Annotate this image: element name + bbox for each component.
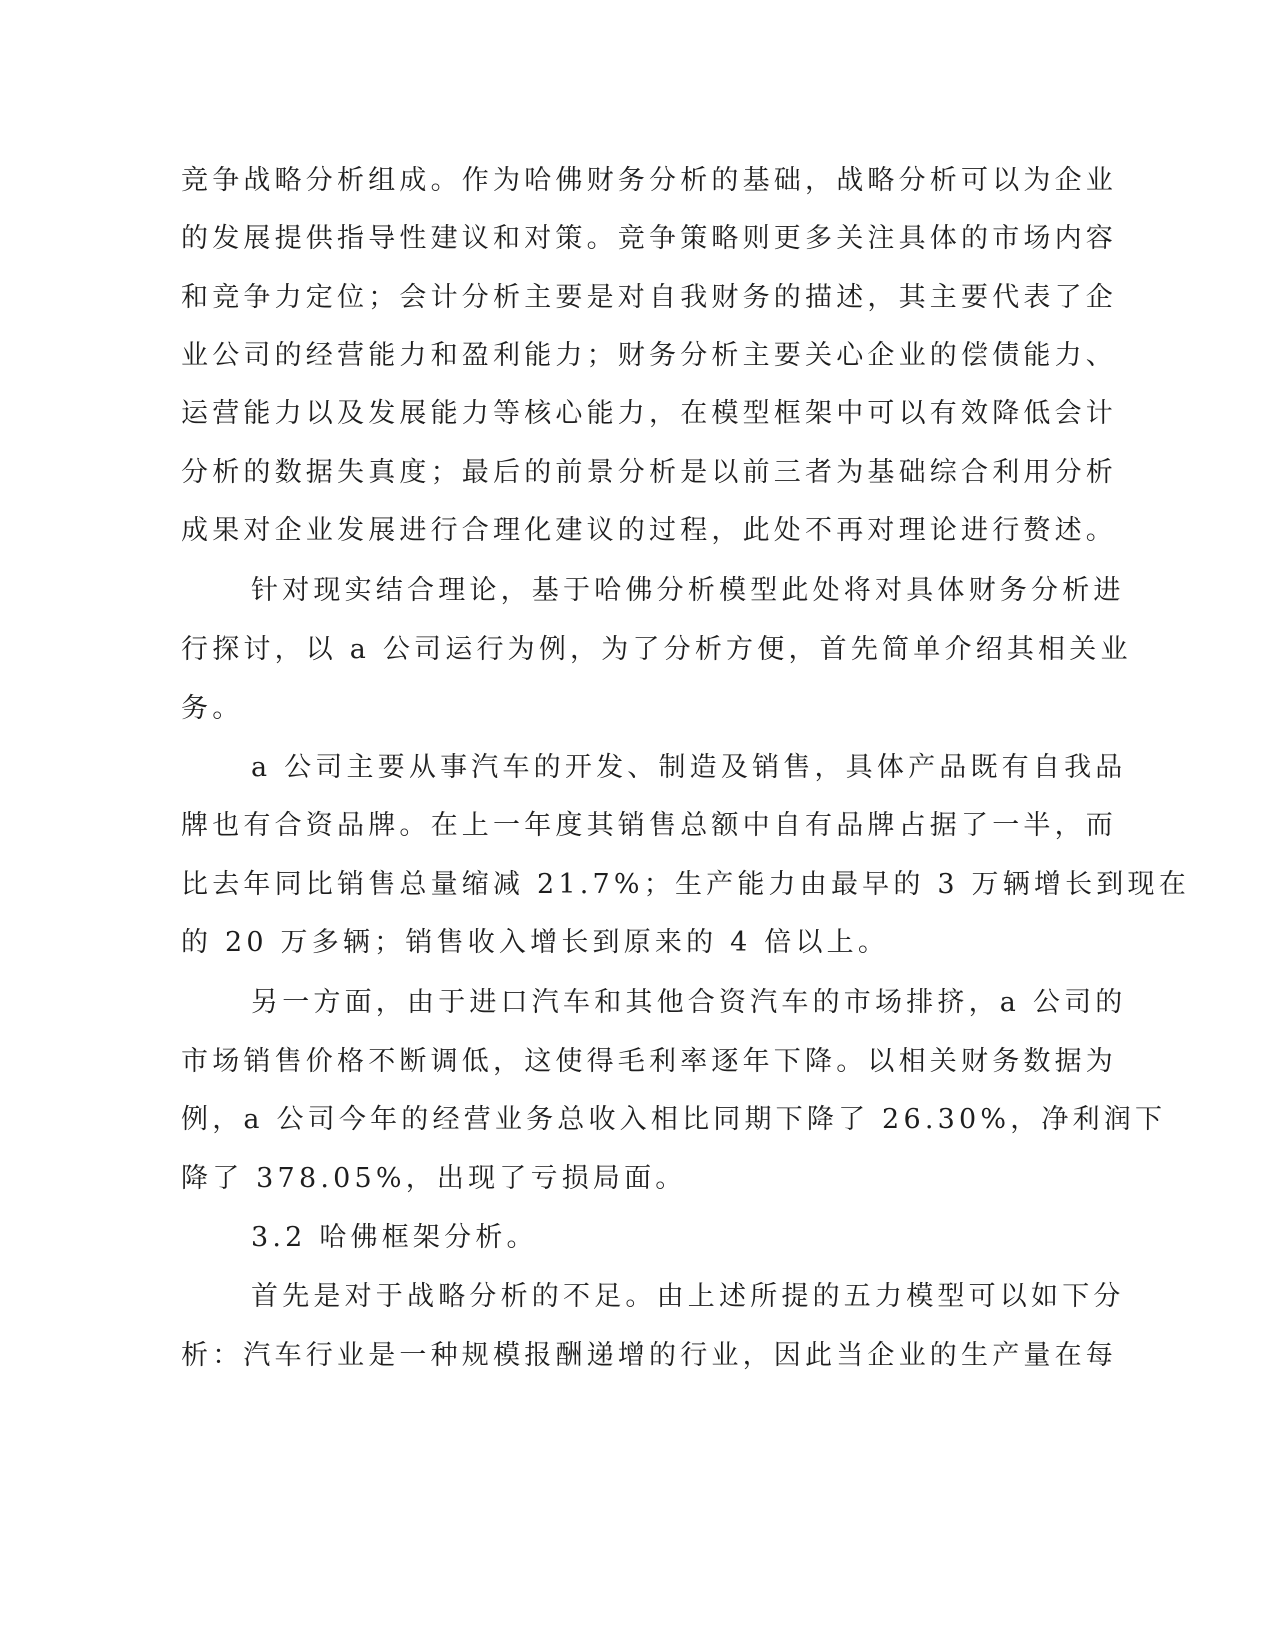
text-line: 竞争战略分析组成。作为哈佛财务分析的基础，战略分析可以为企业	[181, 165, 1117, 196]
text-line: 分析的数据失真度；最后的前景分析是以前三者为基础综合利用分析	[181, 457, 1117, 488]
text-line: 业公司的经营能力和盈利能力；财务分析主要关心企业的偿债能力、	[181, 340, 1117, 371]
text-line: 析：汽车行业是一种规模报酬递增的行业，因此当企业的生产量在每	[181, 1340, 1117, 1371]
text-line: 行探讨，以 a 公司运行为例，为了分析方便，首先简单介绍其相关业	[181, 634, 1132, 665]
text-line: 另一方面，由于进口汽车和其他合资汽车的市场排挤，a 公司的	[251, 987, 1127, 1018]
text-line: 针对现实结合理论，基于哈佛分析模型此处将对具体财务分析进	[251, 575, 1125, 606]
text-line: 市场销售价格不断调低，这使得毛利率逐年下降。以相关财务数据为	[181, 1046, 1117, 1077]
text-line: 首先是对于战略分析的不足。由上述所提的五力模型可以如下分	[251, 1281, 1125, 1312]
text-line: 比去年同比销售总量缩减 21.7%；生产能力由最早的 3 万辆增长到现在	[181, 869, 1190, 900]
text-line: 例，a 公司今年的经营业务总收入相比同期下降了 26.30%，净利润下	[181, 1104, 1167, 1135]
text-line: 牌也有合资品牌。在上一年度其销售总额中自有品牌占据了一半，而	[181, 810, 1117, 841]
section-heading: 3.2 哈佛框架分析。	[251, 1222, 538, 1253]
text-line: 运营能力以及发展能力等核心能力，在模型框架中可以有效降低会计	[181, 398, 1117, 429]
text-line: 的 20 万多辆；销售收入增长到原来的 4 倍以上。	[181, 927, 890, 958]
text-line: 务。	[181, 693, 244, 724]
text-line: 成果对企业发展进行合理化建议的过程，此处不再对理论进行赘述。	[181, 515, 1117, 546]
text-line: 和竞争力定位；会计分析主要是对自我财务的描述，其主要代表了企	[181, 282, 1117, 313]
text-line: 的发展提供指导性建议和对策。竞争策略则更多关注具体的市场内容	[181, 223, 1117, 254]
text-line: a 公司主要从事汽车的开发、制造及销售，具体产品既有自我品	[251, 752, 1127, 783]
text-line: 降了 378.05%，出现了亏损局面。	[181, 1163, 687, 1194]
